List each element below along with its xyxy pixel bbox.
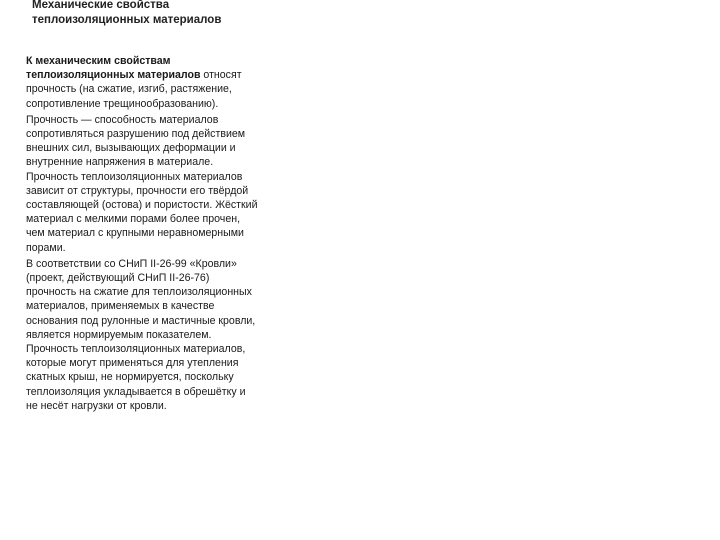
paragraph-snip-requirements: В соответствии со СНиП II-26-99 «Кровли» (проект, действующий СНиП II-26-76) прочность на сжатие для теплоизоляционных материалов, применяемых в качестве основания под рулонные и мастичные кровли, является нормируемым показателем. Прочность теплоизоляционных материалов, которые могут применяться для утепления скатных крыш, не нормируется, поскольку теплоизоляция укладывается в обрешётку и не несёт нагрузки от кровли.	[26, 257, 256, 412]
slide-title	[32, 0, 272, 28]
slide-body-text	[26, 54, 258, 415]
slide-title-line-1: Механические свойства	[32, 0, 170, 11]
paragraph-strength-definition: Прочность — способность материалов сопротивляться разрушению под действием внешних сил, вызывающих деформации и внутренние напряжения в материале. Прочность теплоизоляционных материалов зависит от структуры, прочности его твёрдой составляющей (остова) и пористости. Жёсткий материал с мелкими порами более прочен, чем материал с крупными неравномерными порами.	[26, 113, 258, 254]
slide-title-line-2: теплоизоляционных материалов	[32, 14, 222, 26]
paragraph-lead: К механическим свойствам теплоизоляционных материалов	[26, 55, 201, 82]
paragraph-text: относят прочность (на сжатие, изгиб, растяжение, сопротивление трещинообразованию).	[26, 69, 242, 110]
paragraph-mechanical-properties	[26, 54, 258, 111]
